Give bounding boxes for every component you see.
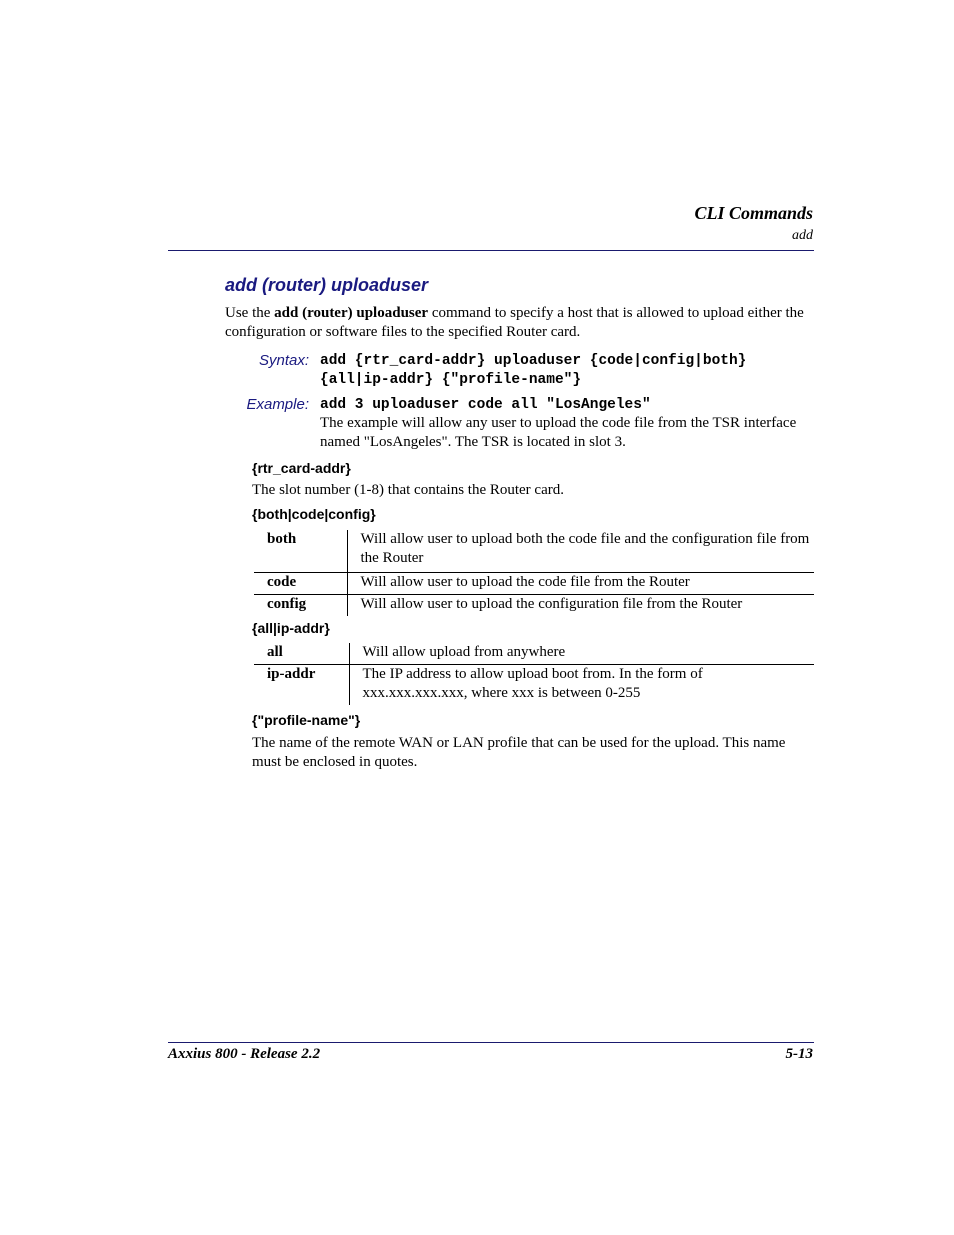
option-value: Will allow upload from anywhere (349, 643, 814, 665)
intro-paragraph (225, 304, 815, 342)
param-profile-name-heading: {"profile-name"} (252, 712, 361, 728)
both-code-config-table (254, 530, 814, 616)
table-row (254, 530, 814, 573)
section-title: add (router) uploaduser (225, 275, 429, 295)
param-rtr-card-addr-heading: {rtr_card-addr} (252, 460, 351, 476)
all-ip-addr-table (254, 643, 814, 705)
option-value: Will allow user to upload the configuration file from the Router (360, 596, 743, 612)
header-rule (168, 250, 814, 251)
chapter-title: CLI Commands (694, 203, 813, 223)
table-row (254, 643, 814, 665)
footer-rule (168, 1042, 814, 1043)
syntax-line-1: add {rtr_card-addr} uploaduser {code|config|both} (320, 353, 747, 369)
option-key: code (254, 573, 347, 595)
param-all-ip-addr-heading: {all|ip-addr} (252, 620, 330, 636)
intro-pre: Use the (225, 305, 275, 321)
option-value: Will allow user to upload the code file from the Router (347, 573, 814, 595)
param-profile-name-text: The name of the remote WAN or LAN profile that can be used for the upload. This name must be enclosed in quotes. (252, 735, 786, 770)
syntax-label: Syntax: (258, 352, 309, 369)
example-label: Example: (246, 396, 309, 413)
footer-publication: Axxius 800 - Release 2.2 (168, 1046, 321, 1062)
table-row (254, 665, 814, 706)
param-both-code-config-heading: {both|code|config} (252, 506, 376, 522)
example-description: The example will allow any user to upload the code file from the TSR interface named "LosAngeles". The TSR is located in slot 3. (320, 415, 797, 450)
chapter-subtitle: add (792, 228, 813, 243)
table-row (254, 573, 814, 595)
option-key: ip-addr (254, 665, 349, 706)
option-value: The IP address to allow upload boot from. In the form of xxx.xxx.xxx.xxx, where xxx is between 0-255 (362, 666, 703, 701)
table-row (254, 595, 814, 617)
option-key: config (254, 595, 347, 617)
option-key: both (254, 530, 347, 573)
intro-command: add (router) uploaduser (274, 305, 429, 321)
example-command: add 3 uploaduser code all "LosAngeles" (320, 397, 651, 413)
param-rtr-card-addr-text: The slot number (1-8) that contains the Router card. (252, 482, 564, 498)
option-value: Will allow user to upload both the code file and the configuration file from the Router (347, 530, 814, 573)
intro-post: command to specify a host that is allowed to upload either the configuration or software files to the specified Router card. (225, 305, 804, 340)
option-key: all (254, 643, 349, 665)
page-number: 5-13 (785, 1046, 813, 1062)
syntax-line-2: {all|ip-addr} {"profile-name"} (320, 372, 582, 388)
